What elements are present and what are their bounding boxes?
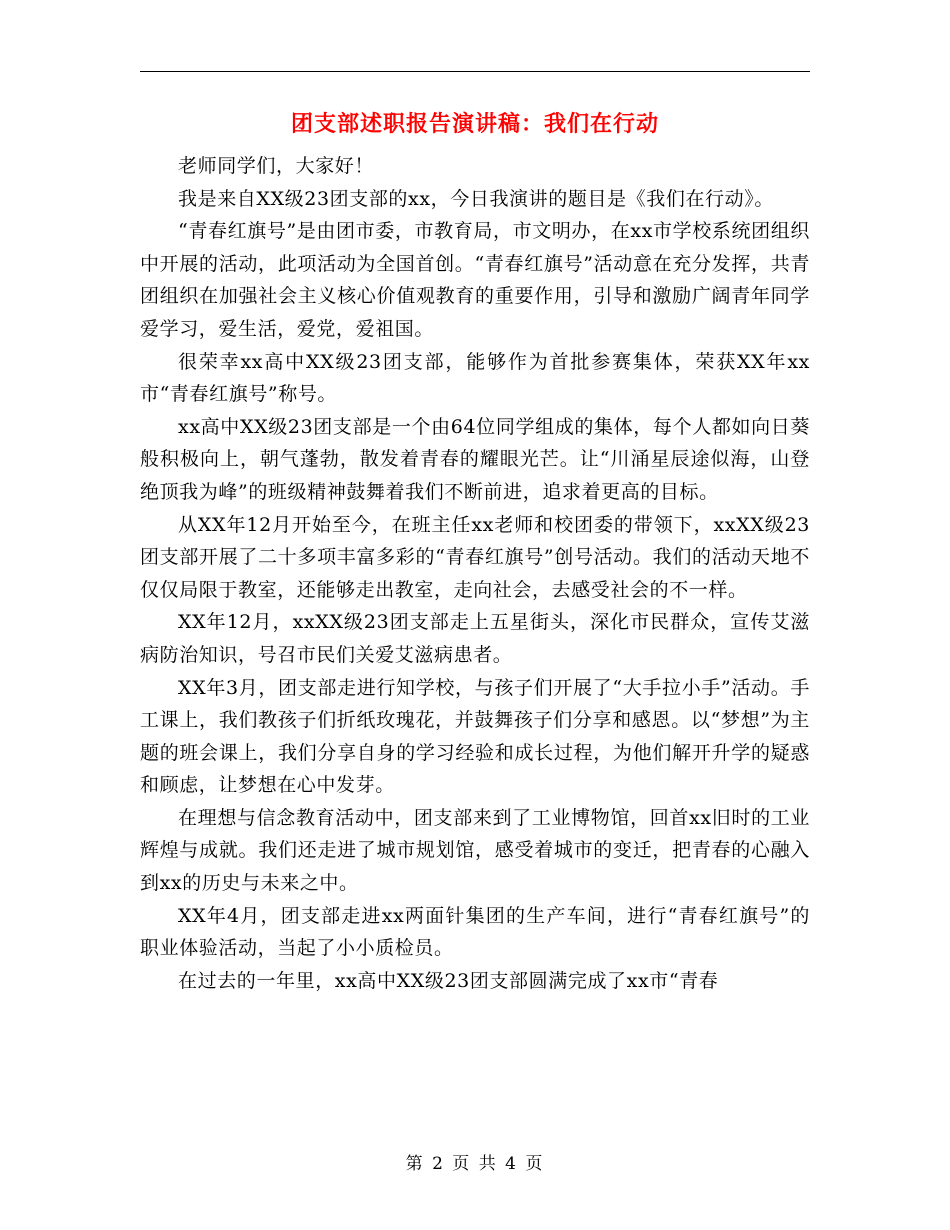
paragraph-activity-origin: “青春红旗号”是由团市委，市教育局，市文明办，在xx市学校系统团组织中开展的活动，此项活动为全国首创。“青春红旗号”活动意在充分发挥，共青团组织在加强社会主义核心价值观教育的重要作用，引导和激励广阔青年同学爱学习，爱生活，爱党，爱祖国。: [140, 220, 810, 340]
paragraph-honor: 很荣幸xx高中XX级23团支部，能够作为首批参赛集体，荣获XX年xx市“青春红旗号”称号。: [140, 350, 810, 406]
paragraph-summary: 在过去的一年里，xx高中XX级23团支部圆满完成了xx市“青春: [178, 969, 719, 992]
paragraph-activities-overview: 从XX年12月开始至今，在班主任xx老师和校团委的带领下，xxXX级23团支部开展了二十多项丰富多彩的“青春红旗号”创号活动。我们的活动天地不仅仅局限于教室，还能够走出教室，走向社会，去感受社会的不一样。: [140, 513, 810, 601]
paragraph-greeting: 老师同学们，大家好！: [178, 155, 375, 177]
page-footer: 第 2 页 共 4 页: [405, 1154, 545, 1174]
paragraph-museum-visit: 在理想与信念教育活动中，团支部来到了工业博物馆，回首xx旧时的工业辉煌与成就。我们还走进了城市规划馆，感受着城市的变迁，把青春的心融入到xx的历史与未来之中。: [140, 806, 810, 895]
paragraph-helping-hands: XX年3月，团支部走进行知学校，与孩子们开展了“大手拉小手”活动。手工课上，我们教孩子们折纸玫瑰花，并鼓舞孩子们分享和感恩。以“梦想”为主题的班会课上，我们分享自身的学习经验和成长过程，为他们解开升学的疑惑和顾虑，让梦想在心中发芽。: [140, 676, 810, 797]
paragraph-aids-campaign: XX年12月，xxXX级23团支部走上五星街头，深化市民群众，宣传艾滋病防治知识，号召市民们关爱艾滋病患者。: [140, 611, 810, 666]
document-body: [140, 150, 810, 997]
paragraph-class-spirit: xx高中XX级23团支部是一个由64位同学组成的集体，每个人都如向日葵般积极向上，朝气蓬勃，散发着青春的耀眼光芒。让“川涌星辰途似海，山登绝顶我为峰”的班级精神鼓舞着我们不断前进，追求着更高的目标。: [140, 415, 810, 503]
document-title: 团支部述职报告演讲稿：我们在行动: [290, 112, 659, 137]
header-rule: [140, 71, 810, 72]
paragraph-career-experience: XX年4月，团支部走进xx两面针集团的生产车间，进行“青春红旗号”的职业体验活动，当起了小小质检员。: [140, 904, 810, 960]
paragraph-intro: 我是来自XX级23团支部的xx，今日我演讲的题目是《我们在行动》。: [178, 187, 774, 210]
